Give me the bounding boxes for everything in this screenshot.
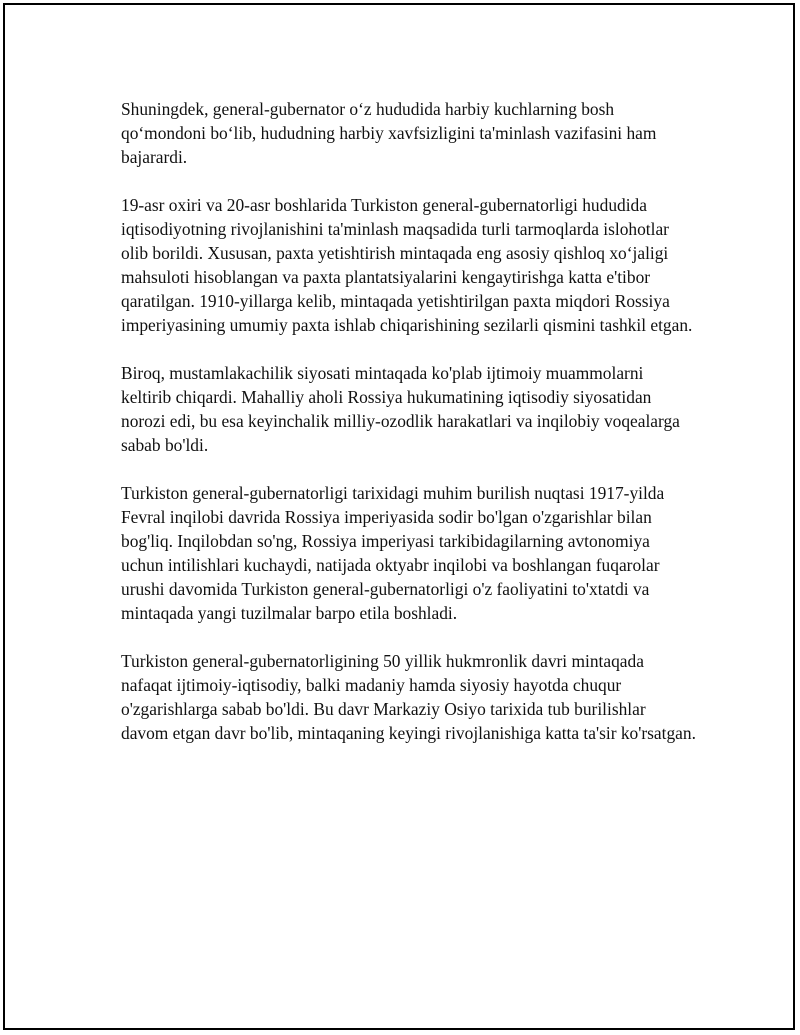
paragraph-4: Turkiston general-gubernatorligi tarixidagi muhim burilish nuqtasi 1917-yilda Fevral inqilobi davrida Rossiya imperiyasida sodir bo'lgan o'zgarishlar bilan bog'liq. Inqilobdan so'ng, Rossiya imperiyasi tarkibidagilarning avtonomiya uchun intilishlari kuchaydi, natijada oktyabr inqilobi va boshlangan fuqarolar urushi davomida Turkiston general-gubernatorligi o'z faoliyatini to'xtatdi va mintaqada yangi tuzilmalar barpo etila boshladi.: [121, 483, 665, 623]
paragraph-1: Shuningdek, general-gubernator o‘z hududida harbiy kuchlarning bosh qo‘mondoni bo‘lib, hududning harbiy xavfsizligini ta'minlash vazifasini ham bajarardi.: [121, 99, 657, 167]
paragraph-2: 19-asr oxiri va 20-asr boshlarida Turkiston general-gubernatorligi hududida iqtisodiyotning rivojlanishini ta'minlash maqsadida turli tarmoqlarda islohotlar olib borildi. Xususan, paxta yetishtirish mintaqada eng asosiy qishloq xo‘jaligi mahsuloti hisoblangan va paxta plantatsiyalarini kengaytirishga katta e'tibor qaratilgan. 1910-yillarga kelib, mintaqada yetishtirilgan paxta miqdori Rossiya imperiyasining umumiy paxta ishlab chiqarishining sezilarli qismini tashkil etgan.: [121, 195, 693, 335]
document-page: [3, 3, 795, 1030]
paragraph-5: Turkiston general-gubernatorligining 50 yillik hukmronlik davri mintaqada nafaqat ijtimoiy-iqtisodiy, balki madaniy hamda siyosiy hayotda chuqur o'zgarishlarga sabab bo'ldi. Bu davr Markaziy Osiyo tarixida tub burilishlar davom etgan davr bo'lib, mintaqaning keyingi rivojlanishiga katta ta'sir ko'rsatgan.: [121, 651, 696, 743]
paragraph-3: Biroq, mustamlakachilik siyosati mintaqada ko'plab ijtimoiy muammolarni keltirib chiqardi. Mahalliy aholi Rossiya hukumatining iqtisodiy siyosatidan norozi edi, bu esa keyinchalik milliy-ozodlik harakatlari va inqilobiy voqealarga sabab bo'ldi.: [121, 363, 680, 455]
document-body: [121, 97, 696, 769]
